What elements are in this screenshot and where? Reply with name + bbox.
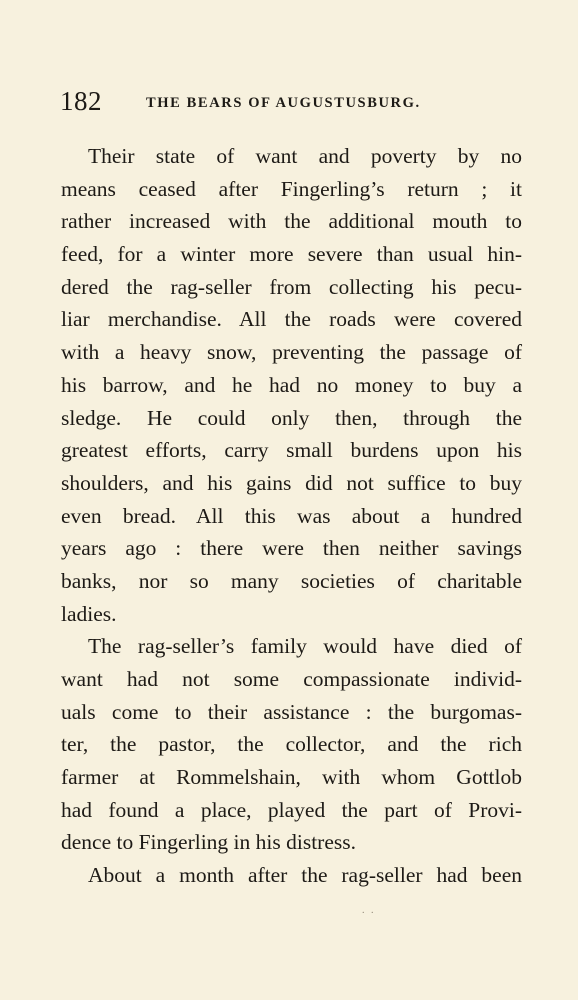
page-number: 182 <box>60 86 102 116</box>
text-line: farmer at Rommelshain, with whom Gottlob <box>61 765 522 790</box>
text-line: sledge. He could only then, through the <box>61 405 522 430</box>
text-line: means ceased after Fingerling’s return ; it <box>61 176 522 201</box>
running-title: THE BEARS OF AUGUSTUSBURG. <box>146 95 421 111</box>
text-line: feed, for a winter more severe than usual hin- <box>61 242 522 267</box>
text-line: his barrow, and he had no money to buy a <box>61 372 522 397</box>
text-line: Their state of want and poverty by no <box>88 144 522 168</box>
page-speck: . . <box>362 905 376 916</box>
text-line: shoulders, and his gains did not suffice to buy <box>61 470 522 495</box>
text-line: years ago : there were then neither savings <box>61 536 522 561</box>
text-line: greatest efforts, carry small burdens upon his <box>61 438 522 463</box>
text-line: uals come to their assistance : the burgomas- <box>61 699 522 724</box>
text-line: want had not some compassionate individ- <box>61 667 522 691</box>
text-line: ladies. <box>61 601 117 626</box>
text-line: banks, nor so many societies of charitable <box>61 568 522 593</box>
text-line: liar merchandise. All the roads were covered <box>61 307 522 332</box>
text-line: with a heavy snow, preventing the passage of <box>61 340 522 365</box>
text-line: About a month after the rag-seller had been <box>88 863 522 888</box>
text-line: dence to Fingerling in his distress. <box>61 830 356 855</box>
body-text <box>61 140 522 892</box>
text-line: The rag-seller’s family would have died of <box>88 634 522 659</box>
text-line: even bread. All this was about a hundred <box>61 503 522 528</box>
text-line: dered the rag-seller from collecting his pecu- <box>61 274 522 299</box>
text-line: had found a place, played the part of Provi- <box>61 797 522 822</box>
text-line: rather increased with the additional mouth to <box>61 209 522 234</box>
running-head <box>60 84 530 118</box>
text-line: ter, the pastor, the collector, and the rich <box>61 732 522 757</box>
